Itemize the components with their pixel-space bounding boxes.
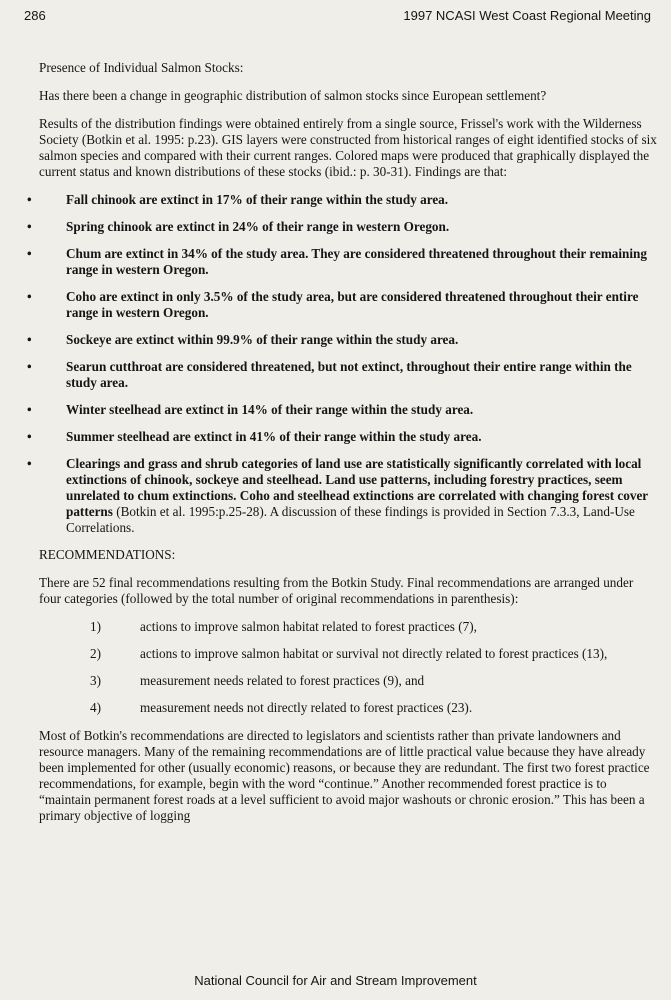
categories-list [39, 619, 657, 716]
finding-item: • Chum are extinct in 34% of the study area. They are considered threatened throughout their remaining range in western Oregon. [39, 246, 657, 278]
page-number: 286 [24, 8, 46, 23]
category-text: actions to improve salmon habitat or survival not directly related to forest practices (13), [140, 646, 608, 661]
recommendations-intro: There are 52 final recommendations resulting from the Botkin Study. Final recommendations are arranged under four categories (followed by the total number of original recommendations in parenthesis): [39, 575, 634, 606]
category-item [39, 700, 657, 716]
category-number: 2) [90, 646, 101, 661]
category-number: 3) [90, 673, 101, 688]
category-item [39, 646, 657, 662]
page-footer: National Council for Air and Stream Improvement [194, 973, 477, 988]
category-number: 1) [90, 619, 101, 634]
page-header [24, 8, 651, 28]
finding-item: • Coho are extinct in only 3.5% of the study area, but are considered threatened throughout their entire range in western Oregon. [39, 289, 657, 321]
section-heading: Presence of Individual Salmon Stocks: [39, 60, 244, 75]
category-item [39, 673, 657, 689]
question: Has there been a change in geographic distribution of salmon stocks since European settlement? [39, 88, 547, 103]
finding-item: • Winter steelhead are extinct in 14% of their range within the study area. [39, 402, 657, 418]
recommendations-heading: RECOMMENDATIONS: [39, 547, 176, 562]
header-title: 1997 NCASI West Coast Regional Meeting [403, 8, 651, 23]
category-text: measurement needs related to forest practices (9), and [140, 673, 425, 688]
document-body [39, 60, 657, 836]
finding-item: • Searun cutthroat are considered threatened, but not extinct, throughout their entire range within the study area. [39, 359, 657, 391]
intro-paragraph: Results of the distribution findings were obtained entirely from a single source, Frissel's work with the Wilderness Society (Botkin et al. 1995: p.23). GIS layers were constructed from historical ranges of eight identified stocks of six salmon species and compared with their current ranges. Colored maps were produced that graphically displayed the current status and known distributions of these stocks (ibid.: p. 30-31). Findings are that: [39, 116, 657, 179]
category-text: actions to improve salmon habitat related to forest practices (7), [140, 619, 477, 634]
finding-item: • Spring chinook are extinct in 24% of their range in western Oregon. [39, 219, 657, 235]
findings-list [39, 192, 657, 536]
finding-item: • Fall chinook are extinct in 17% of their range within the study area. [39, 192, 657, 208]
category-text: measurement needs not directly related to forest practices (23). [140, 700, 473, 715]
finding-item-land-use [39, 456, 657, 536]
finding-item: • Summer steelhead are extinct in 41% of their range within the study area. [39, 429, 657, 445]
finding-item: • Sockeye are extinct within 99.9% of their range within the study area. [39, 332, 657, 348]
category-item [39, 619, 657, 635]
closing-paragraph: Most of Botkin's recommendations are directed to legislators and scientists rather than private landowners and resource managers. Many of the remaining recommendations are of little practical value because they have already been implemented for other (usually economic) reasons, or because they are redundant. The first two forest practice recommendations, for example, begin with the word “continue.” Another recommended forest practice is to “maintain permanent forest roads at a level sufficient to avoid major washouts or chronic erosion.” This has been a primary objective of logging [39, 728, 650, 823]
finding-citation-text: (Botkin et al. 1995:p.25-28). A discussion of these findings is provided in Section 7.3.3, Land-Use Correlations. [66, 504, 635, 535]
category-number: 4) [90, 700, 101, 715]
finding-bold-text: Clearings and grass and shrub categories of land use are statistically significantly correlated with local extinctions of chinook, sockeye and steelhead. Land use patterns, including forestry practices, seem unrelated to chum extinctions. Coho and steelhead extinctions are correlated with changing forest cover patterns [66, 456, 648, 519]
